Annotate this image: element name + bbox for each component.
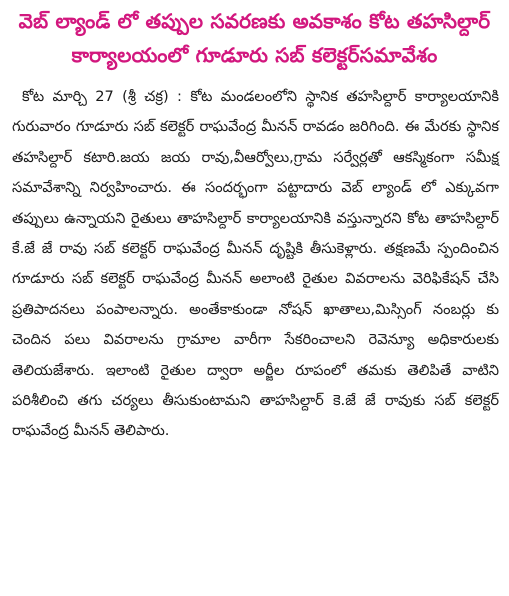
headline-line-1: వెబ్ ల్యాండ్ లో తప్పుల సవరణకు అవకాశం కోట తహసిల్దార్ (18, 9, 491, 33)
headline-line-2: కార్యాలయంలో గూడూరు సబ్ కలెక్టర్‌సమావేశం (71, 43, 438, 67)
headline (6, 4, 503, 72)
article-body: కోట మార్చి 27 (శ్రీ చక్ర) : కోట మండలంలోని స్థానిక తహసిల్దార్ కార్యాలయానికి గురువారం గూడూరు సబ్ కలెక్టర్ రాఘవేంద్ర మీనన్ రావడం జరిగింది. ఈ మేరకు స్థానిక తహసిల్దార్ కటారి.జయ జయ రావు,వీఆర్వోలు,గ్రామ సర్వేర్లతో ఆకస్మికంగా సమీక్ష సమావేశాన్ని నిర్వహించారు. ఈ సందర్భంగా పట్టాదారు వెబ్ ల్యాండ్ లో ఎక్కువగా తప్పులు ఉన్నాయని రైతులు తాహసిల్దార్ కార్యాలయానికి వస్తున్నారని కోట తాహసిల్దార్ కే.జే జే రావు సబ్ కలెక్టర్ రాఘవేంద్ర మీనన్ దృష్టికి తీసుకెళ్లారు. తక్షణమే స్పందించిన గూడూరు సబ్ కలెక్టర్ రాఘవేంద్ర మీనన్ అలాంటి రైతుల వివరాలను వెరిఫికేషన్ చేసి ప్రతిపాదనలు పంపాలన్నారు. అంతేకాకుండా నోషన్ ఖాతాలు,మిస్సింగ్ నంబర్లు కు చెందిన పలు వివరాలను గ్రామాల వారీగా సేకరించాలని రెవెన్యూ అధికారులకు తెలియజేశారు. ఇలాంటి రైతుల ద్వారా అర్జీల రూపంలో తమకు తెలిపితే వాటిని పరిశీలించి తగు చర్యలు తీసుకుంటామని తాహసిల్దార్ కె.జే జే రావుకు సబ్ కలెక్టర్ రాఘవేంద్ర మీనన్ తెలిపారు. (12, 88, 499, 440)
